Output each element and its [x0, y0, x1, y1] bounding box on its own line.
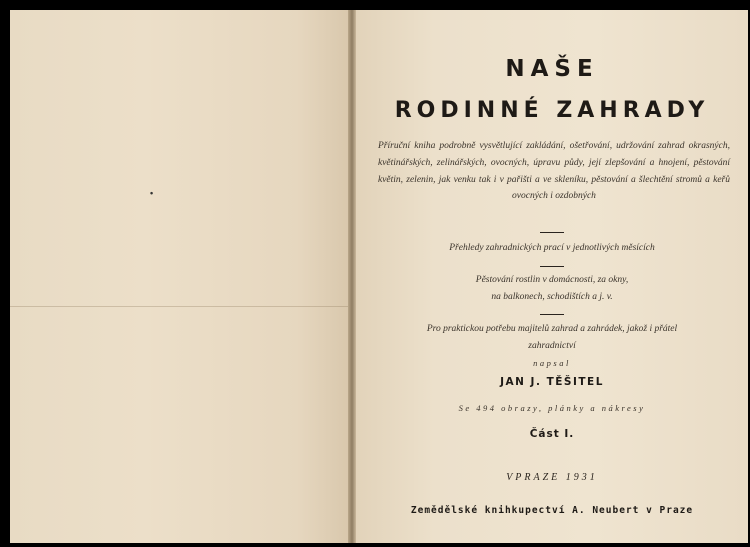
ink-mark: • [150, 188, 154, 198]
part-number: Část I. [529, 428, 575, 440]
left-page [10, 10, 348, 543]
title-line-2: RODINNÉ ZAHRADY [394, 98, 710, 123]
divider [540, 314, 564, 315]
description-text: Příruční kniha podrobně vysvětlující zakládání, ošetřování, udržování zahrad okrasných, květinářských, zelinářských, ovocných, úpravu půdy, její zlepšování a hnojení, pěstování květin, zelenin, jak venku tak i v pařišti a ve skleníku, pěstování a šlechtění stromů a keřů ovocných i ozdobných [378, 141, 730, 202]
title-line-1: NAŠE [505, 56, 599, 82]
place-and-year: VPRAZE 1931 [506, 472, 598, 483]
illustrations-note: Se 494 obrazy, plánky a nákresy [458, 403, 646, 413]
houseplants-text-line-2: na balkonech, schodištích a j. v. [491, 292, 613, 302]
audience-text-line-2: zahradnictví [528, 341, 576, 351]
publisher-name: Zemědělské knihkupectví A. Neubert v Praze [410, 505, 694, 516]
book-spread [4, 4, 746, 543]
book-gutter [348, 10, 356, 543]
divider [540, 232, 564, 233]
monthly-overview-text: Přehledy zahradnických prací v jednotlivých měsících [449, 243, 655, 253]
audience-text-line-1: Pro praktickou potřebu majitelů zahrad a zahrádek, jakož i přátel [426, 324, 678, 334]
author-name: JAN J. TĚŠITEL [500, 376, 604, 388]
divider [540, 266, 564, 267]
houseplants-text-line-1: Pěstování rostlin v domácnosti, za okny, [475, 275, 629, 285]
page-fold [10, 306, 348, 307]
written-by-label: napsal [533, 358, 571, 368]
title-page [356, 10, 748, 543]
